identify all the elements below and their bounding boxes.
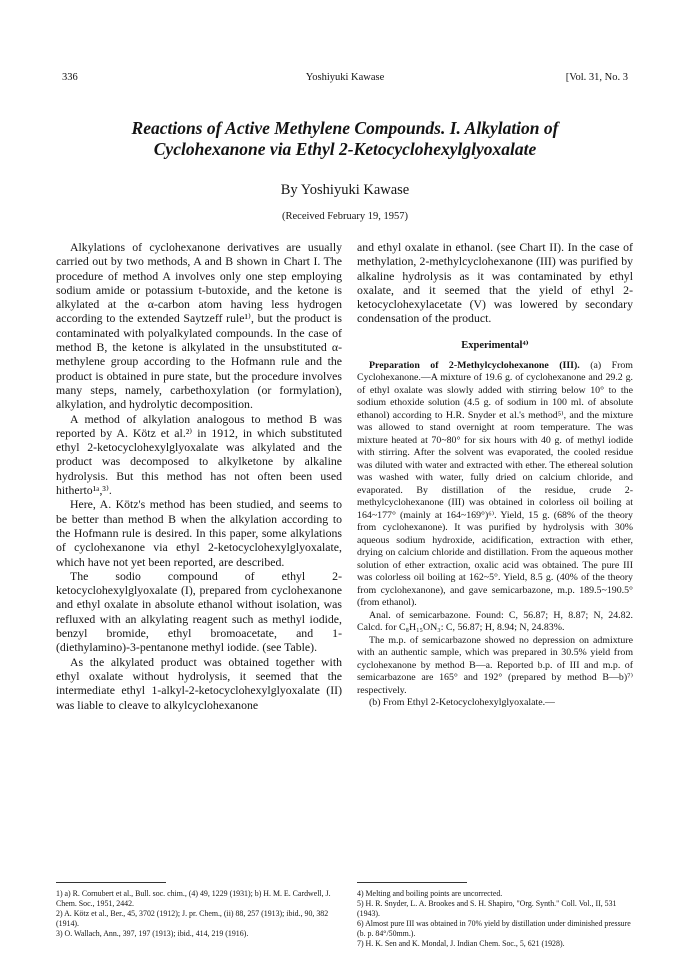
footnotes-left xyxy=(56,882,342,939)
experimental-paragraph-1 xyxy=(357,360,633,610)
intro-paragraph-5: As the alkylated product was obtained together with ethyl oxalate without hydrolysis, it seemed that the intermediate ethyl 1-alkyl-2-ketocyclohexylglyoxalate (II) was liable to cleave to alkylcyclohexanone xyxy=(56,654,342,712)
experimental-heading: Experimental⁴⁾ xyxy=(461,339,529,351)
footnote: 2) A. Kötz et al., Ber., 45, 3702 (1912); J. pr. Chem., (ii) 88, 257 (1913); ibid., 90, 382 (1914). xyxy=(56,909,329,928)
procedure-b-heading: (b) From Ethyl 2-Ketocyclohexylglyoxalate.— xyxy=(369,697,555,709)
footnotes-right xyxy=(357,882,633,949)
left-column xyxy=(56,240,342,712)
analysis-paragraph: Anal. of semicarbazone. Found: C, 56.87; H, 8.87; N, 24.82. Calcd. for C₈H₁₅ON₃: C, 56.87; H, 8.94; N, 24.83%. xyxy=(357,609,633,634)
intro-paragraph-continued: and ethyl oxalate in ethanol. (see Chart II). In the case of methylation, 2-methylcyclohexanone (III) was purified by alkaline hydrolysis as it was contaminated by ethyl oxalate, and it seemed that the yield of ethyl 2-ketocyclohexylacetate (V) was lowered by secondary condensation of the product. xyxy=(357,240,633,326)
footnote: 7) H. K. Sen and K. Mondal, J. Indian Chem. Soc., 5, 621 (1928). xyxy=(357,939,565,948)
footnote: 3) O. Wallach, Ann., 397, 197 (1913); ibid., 414, 219 (1916). xyxy=(56,929,249,938)
paper-title-line-2: Cyclohexanone via Ethyl 2-Ketocyclohexylglyoxalate xyxy=(153,139,537,159)
title-block xyxy=(62,118,628,222)
right-column xyxy=(357,240,633,710)
received-date: (Received February 19, 1957) xyxy=(282,211,408,222)
procedure-title: Preparation of 2-Methylcyclohexanone (III). xyxy=(369,359,580,371)
intro-paragraph-3: Here, A. Kötz's method has been studied, and seems to be better than method B when the alkylation according to the Hofmann rule is desired. In this paper, some alkylations of cyclohexanone via ethyl 2-ketocyclohexylglyoxalate, which have not yet been reported, are described. xyxy=(56,497,342,569)
author-line: By Yoshiyuki Kawase xyxy=(280,182,410,198)
paper-title-line-1: Reactions of Active Methylene Compounds. I. Alkylation of xyxy=(131,118,559,138)
volume-info: [Vol. 31, No. 3 xyxy=(565,72,628,83)
footnote-rule xyxy=(56,882,166,883)
semicarbazone-paragraph: The m.p. of semicarbazone showed no depression on admixture with an authentic sample, which was prepared in 30.5% yield from cyclohexanone by method B—a. Reported b.p. of III and m.p. of semicarbazone are 165° and 192° (prepared by method B—b)⁷⁾ respectively. xyxy=(357,634,633,696)
intro-paragraph-4: The sodio compound of ethyl 2-ketocyclohexylglyoxalate (I), prepared from cyclohexanone and ethyl oxalate in absolute ethanol without isolation, was refluxed with an alkylating reagent such as methyl iodide, benzyl bromide, ethyl bromoacetate, and 1-(diethylamino)-3-pentanone methyl iodide. (see Table). xyxy=(56,568,342,655)
footnote: 1) a) R. Cornubert et al., Bull. soc. chim., (4) 49, 1229 (1931); b) H. M. E. Cardwell, J. Chem. Soc., 1951, 2442. xyxy=(56,889,331,908)
footnote: 6) Almost pure III was obtained in 70% yield by distillation under diminished pressure (b. p. 84°/50mm.). xyxy=(357,919,631,938)
intro-paragraph-1: Alkylations of cyclohexanone derivatives are usually carried out by two methods, A and B shown in Chart I. The procedure of method A involves only one step employing sodium amide or potassium t-butoxide, and the ketone is alkylated at the α-carbon atom having less hydrogen according to the extended Saytzeff rule¹⁾, but the product is contaminated with polyalkylated compounds. In the case of method B, the ketone is alkylated in the unsubstituted α-methylene group according to the Hofmann rule and the product is obtained in pure state, but the procedure involves many steps, namely, carbethoxylation (or formylation), alkylation, and hydrolytic decomposition. xyxy=(56,240,342,412)
running-author: Yoshiyuki Kawase xyxy=(305,72,385,83)
procedure-text: (a) From Cyclohexanone.—A mixture of 19.6 g. of cyclohexanone and 29.2 g. of ethyl oxalate was slowly added with stirring below 10° to the sodium ethoxide solution (4.5 g. of sodium in 100 ml. of absolute ethanol) according to H.R. Snyder et al.'s method⁵⁾, and the mixture was allowed to stand overnight at room temperature. The was mixture heated at 70~80° for six hours with 40 g. of methyl iodide with stirring. After the solvent was evaporated, the cooled residue was diluted with water and extracted with ether. The ethereal solution was washed with water, fully dried on calcium chloride, and evaporated. By distillation of the residue, crude 2-methylcyclohexanone (III) was obtained in colorless oil boiling at 164~177° (mainly at 164~169°)⁶⁾. Yield, 15 g. (68% of the theory from cyclohexanone). It was purified by hydrolysis with 30% aqueous sodium hydroxide, acidification, extraction with ether, drying on calcium chloride and distillation. From the aqueous mother solution of ether extraction, oxalic acid was obtained. The pure III was colorless oil boiling at 162~5°. Yield, 8.5 g. (40% of the theory from cyclohexanone), and gave semicarbazone, m.p. 189.5~190.5° (from ethanol). xyxy=(357,359,633,609)
footnote: 5) H. R. Snyder, L. A. Brookes and S. H. Shapiro, "Org. Synth." Coll. Vol., II, 531 (1943). xyxy=(357,899,617,918)
footnote: 4) Melting and boiling points are uncorrected. xyxy=(357,889,503,898)
footnote-rule xyxy=(357,882,467,883)
intro-paragraph-2: A method of alkylation analogous to method B was reported by A. Kötz et al.²⁾ in 1912, in which substituted ethyl 2-ketocyclohexylglyoxalate was alkylated and the product was decomposed to alkylketone by alkaline hydrolysis. But this method has not often been used hitherto¹ᵃ,³⁾. xyxy=(56,411,342,498)
page-number: 336 xyxy=(62,72,78,83)
running-head xyxy=(62,72,628,88)
